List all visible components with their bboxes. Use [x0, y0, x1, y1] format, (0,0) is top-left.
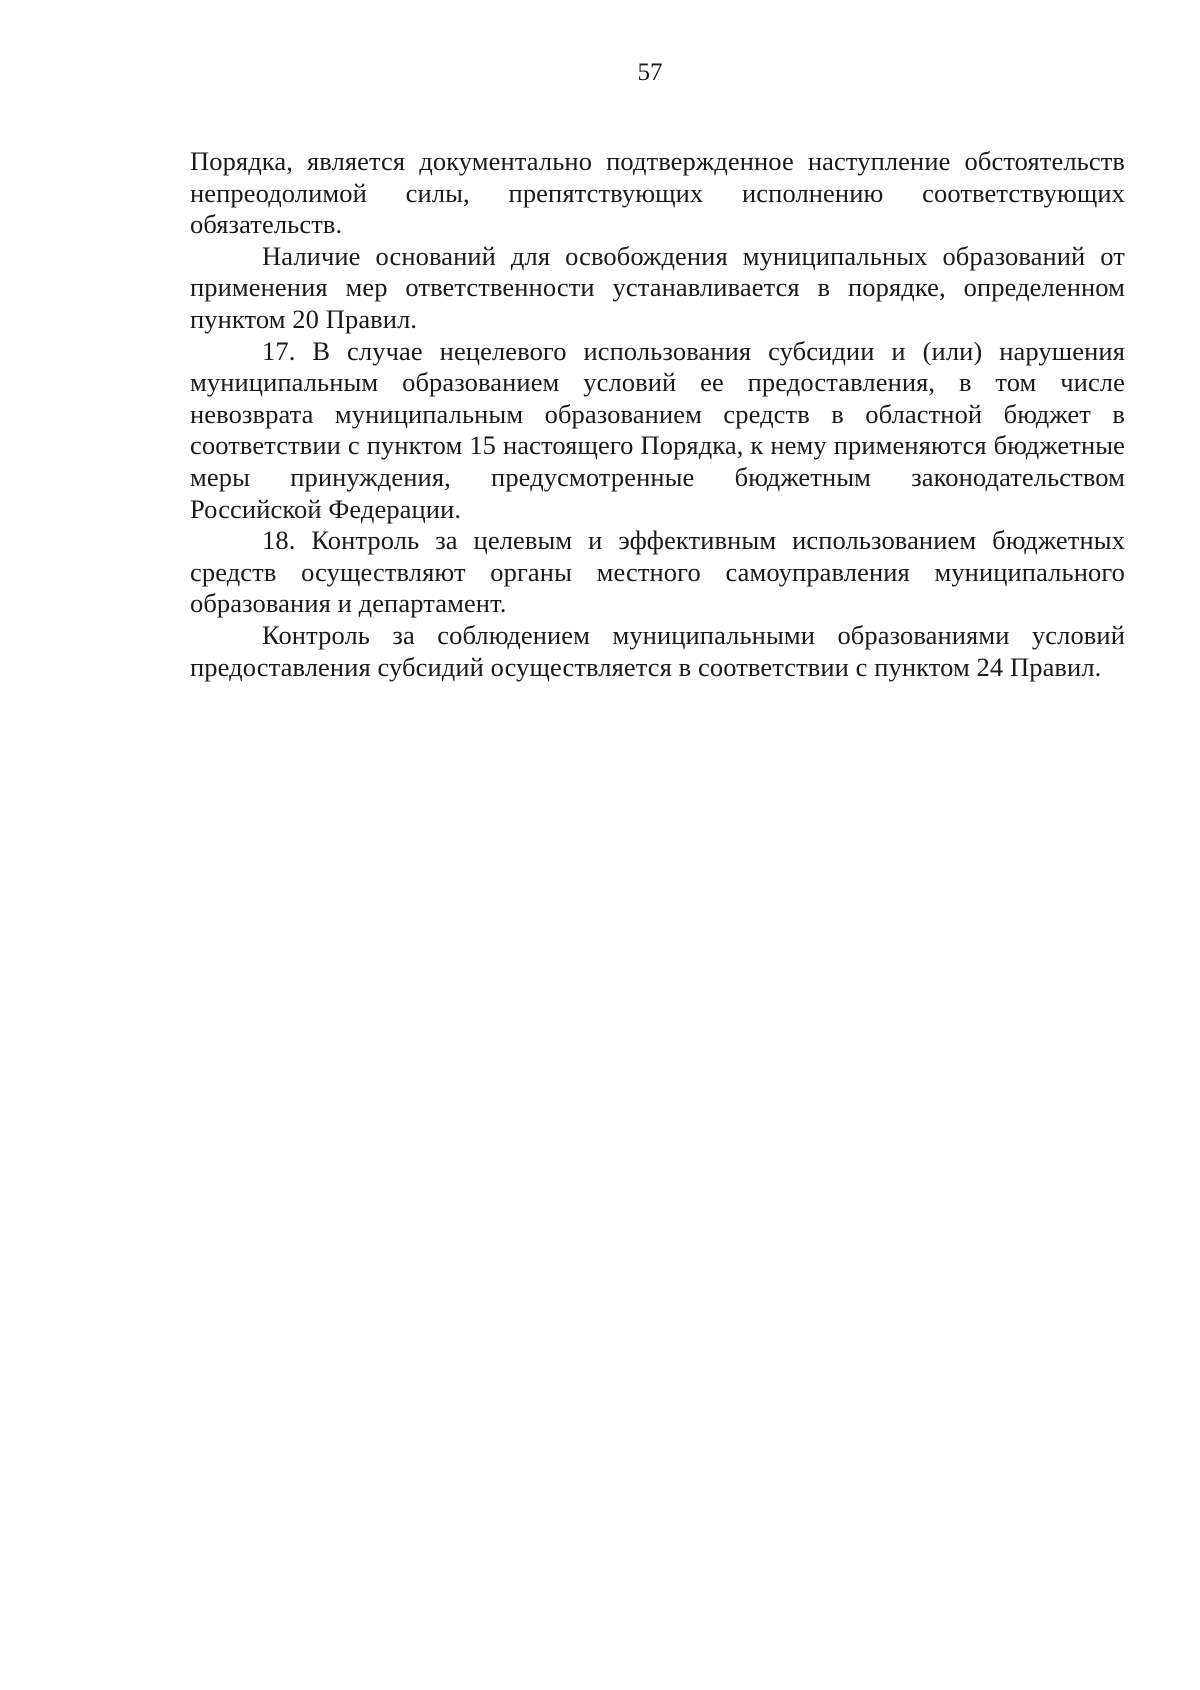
- paragraph-conditions-control: Контроль за соблюдением муниципальными образованиями условий предоставления субсидий осуществляется в соответствии с пунктом 24 Правил.: [190, 619, 1125, 682]
- paragraph-continuation: Порядка, является документально подтвержденное наступление обстоятельств непреодолимой силы, препятствующих исполнению соответствующих обязательств.: [190, 146, 1125, 240]
- paragraph-item-17: 17. В случае нецелевого использования субсидии и (или) нарушения муниципальным образованием условий ее предоставления, в том числе невозврата муниципальным образованием средств в областной бюджет в соответствии с пунктом 15 настоящего Порядка, к нему применяются бюджетные меры принуждения, предусмотренные бюджетным законодательством Российской Федерации.: [190, 335, 1125, 524]
- paragraph-item-18: 18. Контроль за целевым и эффективным использованием бюджетных средств осуществляют органы местного самоуправления муниципального образования и департамент.: [190, 525, 1125, 619]
- page-number: 57: [637, 59, 663, 86]
- paragraph-exemption-grounds: Наличие оснований для освобождения муниципальных образований от применения мер ответственности устанавливается в порядке, определенном пунктом 20 Правил.: [190, 240, 1125, 334]
- document-body: [190, 146, 1125, 683]
